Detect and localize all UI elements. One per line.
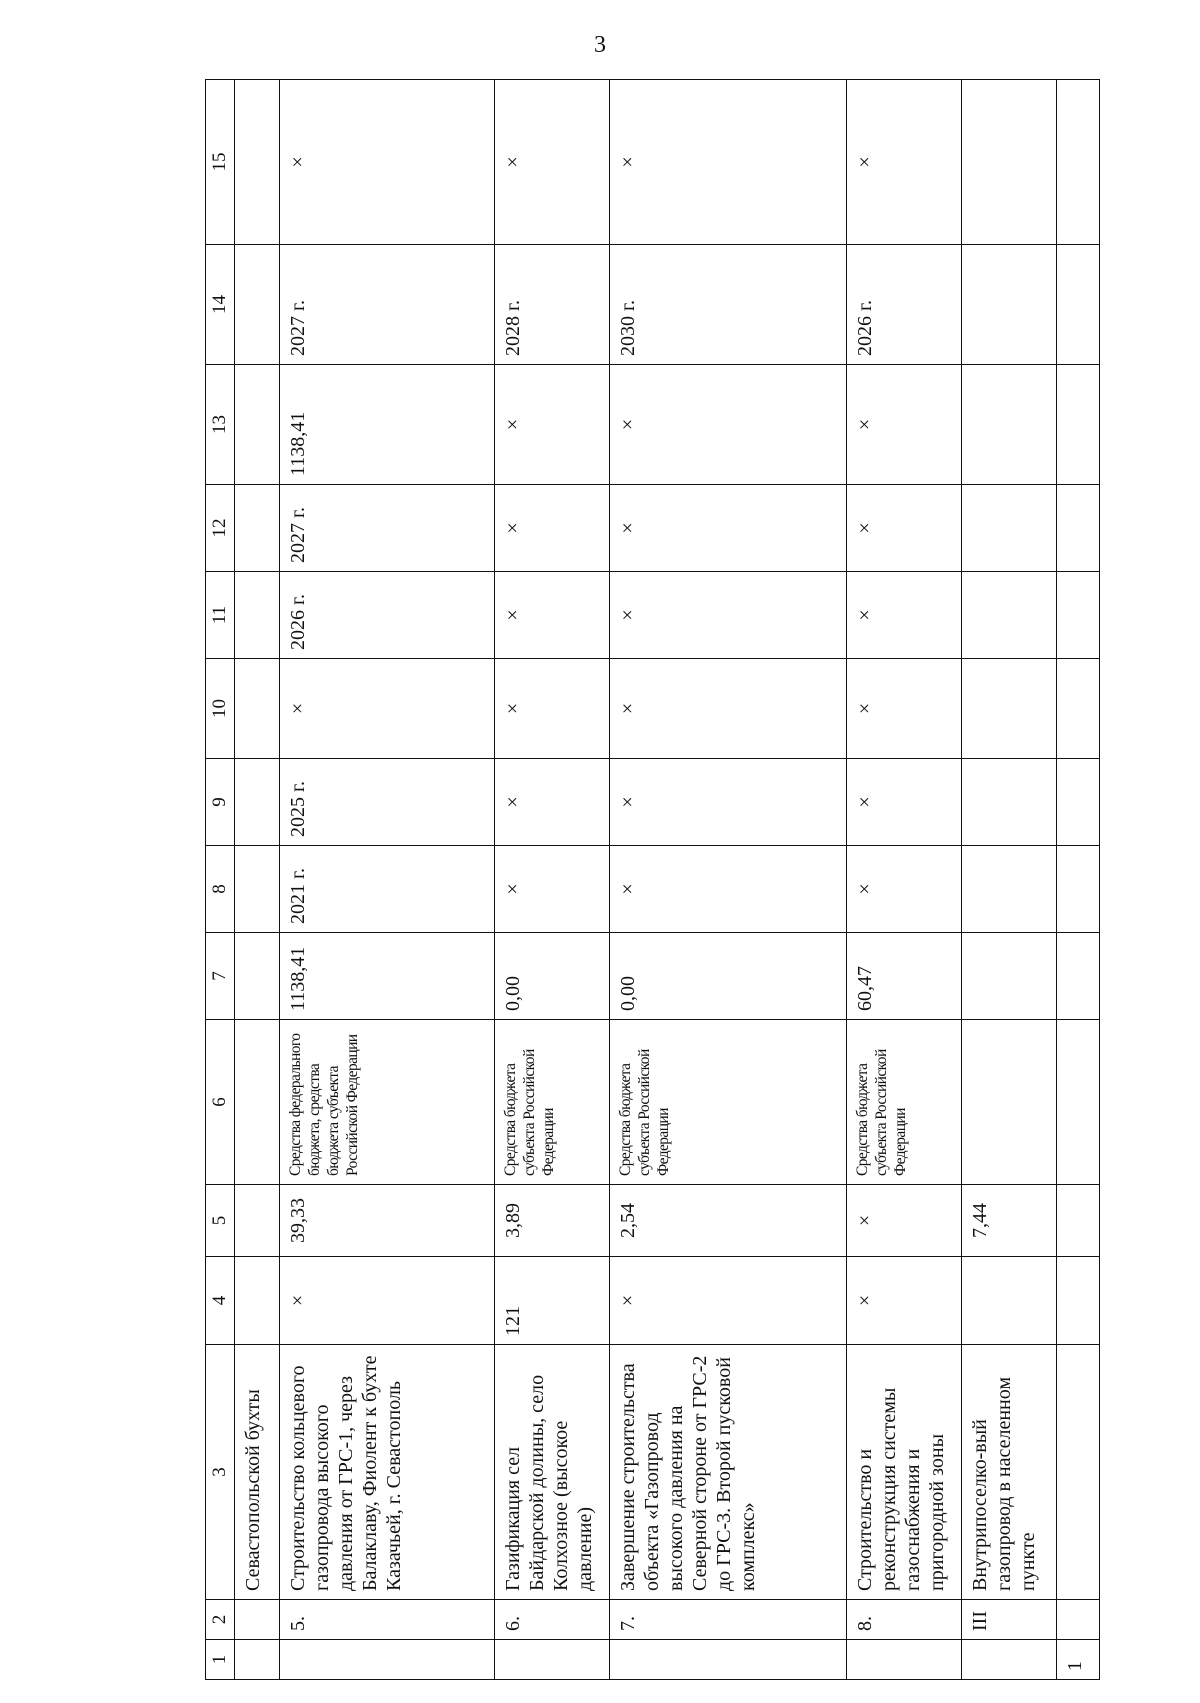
table-row [847, 80, 962, 1680]
cell-col1 [847, 1640, 962, 1680]
cell-col12 [962, 485, 1057, 572]
cell-col8 [962, 846, 1057, 933]
cell-col7 [235, 933, 280, 1020]
cell-col10 [1057, 659, 1100, 759]
cell-col7: 1138,41 [280, 933, 495, 1020]
cell-col2 [235, 1600, 280, 1640]
cell-col1 [962, 1640, 1057, 1680]
cell-col8: × [495, 846, 610, 933]
cell-col13 [1057, 365, 1100, 485]
header-cell: 15 [206, 80, 235, 245]
cell-col9 [1057, 759, 1100, 846]
cell-col1: 1 [1057, 1640, 1100, 1680]
header-cell: 14 [206, 245, 235, 365]
cell-object-name: Строительство и реконструкция системы газоснабжения и пригородной зоны [847, 1345, 962, 1600]
cell-col9 [235, 759, 280, 846]
cell-col14: 2030 г. [610, 245, 847, 365]
header-cell: 13 [206, 365, 235, 485]
cell-row-number: 8. [847, 1600, 962, 1640]
cell-col15 [1057, 80, 1100, 245]
cell-col15 [235, 80, 280, 245]
table-row [235, 80, 280, 1680]
cell-col7 [962, 933, 1057, 1020]
cell-col12: × [495, 485, 610, 572]
header-cell: 9 [206, 759, 235, 846]
cell-col10: × [495, 659, 610, 759]
header-cell: 3 [206, 1345, 235, 1600]
table-row [280, 80, 495, 1680]
cell-col5 [1057, 1185, 1100, 1257]
header-cell: 5 [206, 1185, 235, 1257]
page-number: 3 [594, 32, 606, 58]
cell-col9: 2025 г. [280, 759, 495, 846]
cell-col8: × [610, 846, 847, 933]
cell-col12: × [610, 485, 847, 572]
cell-col11: 2026 г. [280, 572, 495, 659]
cell-col4: 121 [495, 1257, 610, 1345]
cell-col13: 1138,41 [280, 365, 495, 485]
cell-funding-source [235, 1020, 280, 1185]
cell-col9: × [495, 759, 610, 846]
table-row [962, 80, 1057, 1680]
cell-col10 [962, 659, 1057, 759]
cell-col1 [495, 1640, 610, 1680]
cell-col7: 0,00 [610, 933, 847, 1020]
header-cell: 10 [206, 659, 235, 759]
cell-col13: × [847, 365, 962, 485]
cell-object-name: Завершение строительства объекта «Газопровод высокого давления на Северной стороне от ГРС-2 до ГРС-3. Второй пусковой комплекс» [610, 1345, 847, 1600]
header-cell: 8 [206, 846, 235, 933]
cell-row-number: 7. [610, 1600, 847, 1640]
cell-col11 [1057, 572, 1100, 659]
cell-col10: × [847, 659, 962, 759]
cell-object-name [1057, 1345, 1100, 1600]
header-cell: 2 [206, 1600, 235, 1640]
cell-col9: × [610, 759, 847, 846]
cell-col12: 2027 г. [280, 485, 495, 572]
table-row [610, 80, 847, 1680]
cell-object-name: Строительство кольцевого газопровода высокого давления от ГРС-1, через Балаклаву, Фиолент к бухте Казачьей, г. Севастополь [280, 1345, 495, 1600]
cell-col14: 2028 г. [495, 245, 610, 365]
cell-col5: 2,54 [610, 1185, 847, 1257]
cell-col14: 2026 г. [847, 245, 962, 365]
cell-funding-source [1057, 1020, 1100, 1185]
cell-col1 [280, 1640, 495, 1680]
cell-col8: × [847, 846, 962, 933]
cell-object-name: Внутрипоселко-вый газопровод в населенном пункте [962, 1345, 1057, 1600]
cell-col15: × [610, 80, 847, 245]
cell-col15 [962, 80, 1057, 245]
header-cell: 11 [206, 572, 235, 659]
cell-col5 [235, 1185, 280, 1257]
cell-col5: 3,89 [495, 1185, 610, 1257]
cell-row-number: III [962, 1600, 1057, 1640]
cell-funding-source: Средства федерального бюджета, средства бюджета субъекта Российской Федерации [280, 1020, 495, 1185]
cell-object-name: Газификация сел Байдарской долины, село Колхозное (высокое давление) [495, 1345, 610, 1600]
cell-col7: 60,47 [847, 933, 962, 1020]
cell-col4: × [610, 1257, 847, 1345]
cell-col15: × [495, 80, 610, 245]
cell-col10: × [280, 659, 495, 759]
cell-col8 [1057, 846, 1100, 933]
cell-row-number: 6. [495, 1600, 610, 1640]
cell-col4: × [280, 1257, 495, 1345]
cell-col4 [962, 1257, 1057, 1345]
cell-col13 [235, 365, 280, 485]
gas-pipeline-table [205, 79, 1100, 1680]
cell-col9 [962, 759, 1057, 846]
cell-funding-source: Средства бюджета субъекта Российской Федерации [847, 1020, 962, 1185]
header-cell: 12 [206, 485, 235, 572]
cell-col7: 0,00 [495, 933, 610, 1020]
cell-col12 [235, 485, 280, 572]
cell-col7 [1057, 933, 1100, 1020]
header-cell: 7 [206, 933, 235, 1020]
header-cell: 6 [206, 1020, 235, 1185]
cell-col11 [235, 572, 280, 659]
table-row [495, 80, 610, 1680]
cell-col9: × [847, 759, 962, 846]
cell-col2 [1057, 1600, 1100, 1640]
header-cell: 4 [206, 1257, 235, 1345]
cell-col14 [1057, 245, 1100, 365]
table-row [1057, 80, 1100, 1680]
cell-col8: 2021 г. [280, 846, 495, 933]
cell-row-number: 5. [280, 1600, 495, 1640]
cell-col12 [1057, 485, 1100, 572]
cell-col5: 7,44 [962, 1185, 1057, 1257]
cell-col11 [962, 572, 1057, 659]
header-row [206, 80, 235, 1680]
cell-col15: × [280, 80, 495, 245]
cell-col14 [235, 245, 280, 365]
cell-col10: × [610, 659, 847, 759]
rotated-table-container [205, 80, 1095, 1680]
cell-col12: × [847, 485, 962, 572]
cell-col13: × [495, 365, 610, 485]
cell-col1 [235, 1640, 280, 1680]
cell-col8 [235, 846, 280, 933]
cell-col14 [962, 245, 1057, 365]
cell-col4 [1057, 1257, 1100, 1345]
cell-col1 [610, 1640, 847, 1680]
cell-col14: 2027 г. [280, 245, 495, 365]
cell-col5: 39,33 [280, 1185, 495, 1257]
cell-object-name: Севастопольской бухты [235, 1345, 280, 1600]
cell-funding-source: Средства бюджета субъекта Российской Федерации [495, 1020, 610, 1185]
cell-funding-source [962, 1020, 1057, 1185]
cell-col4: × [847, 1257, 962, 1345]
cell-col10 [235, 659, 280, 759]
cell-col15: × [847, 80, 962, 245]
cell-col13 [962, 365, 1057, 485]
cell-col5: × [847, 1185, 962, 1257]
cell-col11: × [847, 572, 962, 659]
cell-col13: × [610, 365, 847, 485]
header-cell: 1 [206, 1640, 235, 1680]
cell-funding-source: Средства бюджета субъекта Российской Федерации [610, 1020, 847, 1185]
cell-col11: × [610, 572, 847, 659]
cell-col4 [235, 1257, 280, 1345]
cell-col11: × [495, 572, 610, 659]
